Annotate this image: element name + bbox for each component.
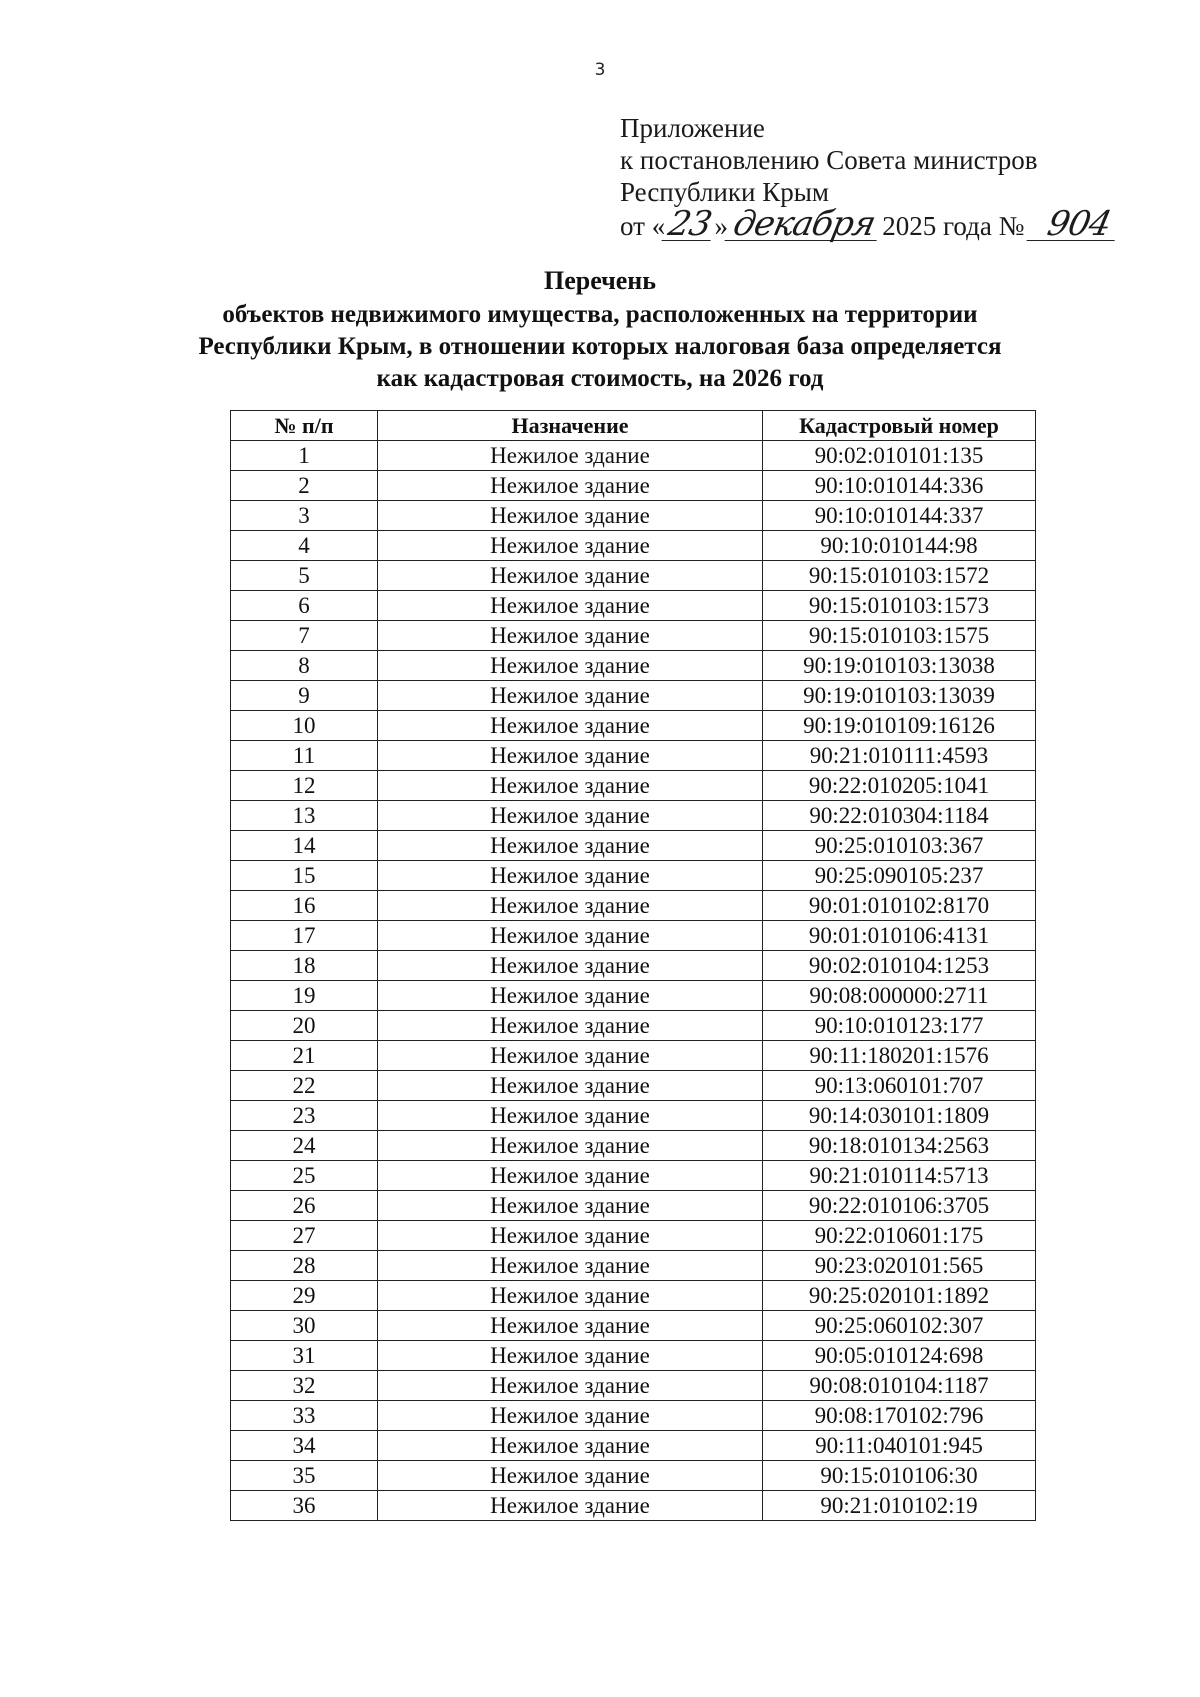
cell-cadastral-number: 90:25:010103:367 [763,831,1036,861]
cell-purpose: Нежилое здание [378,921,763,951]
cell-number: 12 [231,771,378,801]
cell-number: 27 [231,1221,378,1251]
cell-purpose: Нежилое здание [378,1341,763,1371]
cell-cadastral-number: 90:15:010106:30 [763,1461,1036,1491]
table-row [231,1491,1036,1521]
table-row [231,1221,1036,1251]
cell-number: 33 [231,1401,378,1431]
date-year: 2025 года № [882,211,1025,241]
cell-number: 25 [231,1161,378,1191]
cell-cadastral-number: 90:10:010144:98 [763,531,1036,561]
table-body [231,441,1036,1521]
cell-number: 5 [231,561,378,591]
cell-number: 22 [231,1071,378,1101]
cell-purpose: Нежилое здание [378,981,763,1011]
cell-number: 13 [231,801,378,831]
cell-cadastral-number: 90:22:010304:1184 [763,801,1036,831]
table-row [231,1401,1036,1431]
header-cadastral-number: Кадастровый номер [763,411,1036,441]
cell-cadastral-number: 90:25:020101:1892 [763,1281,1036,1311]
cell-number: 19 [231,981,378,1011]
cell-cadastral-number: 90:23:020101:565 [763,1251,1036,1281]
table-row [231,1281,1036,1311]
cell-purpose: Нежилое здание [378,741,763,771]
cell-purpose: Нежилое здание [378,561,763,591]
cell-purpose: Нежилое здание [378,1401,763,1431]
header-purpose: Назначение [378,411,763,441]
cell-number: 15 [231,861,378,891]
title-heading: Перечень [543,266,657,295]
title-line-1: объектов недвижимого имущества, расположенных на территории [222,301,978,328]
table-row [231,951,1036,981]
table-row [231,1251,1036,1281]
appendix-block [620,112,1118,242]
table-row [231,1131,1036,1161]
cell-number: 16 [231,891,378,921]
table-row [231,591,1036,621]
cell-number: 3 [231,501,378,531]
cell-purpose: Нежилое здание [378,471,763,501]
appendix-republic: Республики Крым [620,177,829,207]
table-row [231,921,1036,951]
cell-cadastral-number: 90:14:030101:1809 [763,1101,1036,1131]
cell-purpose: Нежилое здание [378,651,763,681]
table-row [231,681,1036,711]
cell-purpose: Нежилое здание [378,1011,763,1041]
cell-purpose: Нежилое здание [378,591,763,621]
cell-cadastral-number: 90:19:010109:16126 [763,711,1036,741]
cell-purpose: Нежилое здание [378,1311,763,1341]
table-row [231,1461,1036,1491]
cell-number: 29 [231,1281,378,1311]
cell-number: 9 [231,681,378,711]
title-line-2: Республики Крым, в отношении которых налоговая база определяется [198,333,1002,360]
cell-purpose: Нежилое здание [378,1281,763,1311]
cell-purpose: Нежилое здание [378,1041,763,1071]
cell-purpose: Нежилое здание [378,801,763,831]
cell-number: 36 [231,1491,378,1521]
cell-number: 28 [231,1251,378,1281]
cell-cadastral-number: 90:08:000000:2711 [763,981,1036,1011]
cell-cadastral-number: 90:02:010101:135 [763,441,1036,471]
cell-purpose: Нежилое здание [378,1191,763,1221]
cell-cadastral-number: 90:11:180201:1576 [763,1041,1036,1071]
cell-purpose: Нежилое здание [378,501,763,531]
cell-cadastral-number: 90:01:010102:8170 [763,891,1036,921]
cell-number: 17 [231,921,378,951]
cell-cadastral-number: 90:05:010124:698 [763,1341,1036,1371]
table-row [231,501,1036,531]
cell-cadastral-number: 90:10:010144:336 [763,471,1036,501]
cell-cadastral-number: 90:02:010104:1253 [763,951,1036,981]
cell-purpose: Нежилое здание [378,1071,763,1101]
table-row [231,741,1036,771]
table-row [231,471,1036,501]
cell-purpose: Нежилое здание [378,441,763,471]
cell-number: 1 [231,441,378,471]
cell-cadastral-number: 90:25:090105:237 [763,861,1036,891]
date-prefix: от « [620,211,666,241]
page-number: 3 [594,60,606,80]
cell-cadastral-number: 90:21:010111:4593 [763,741,1036,771]
appendix-date-line [620,204,1118,244]
cell-purpose: Нежилое здание [378,771,763,801]
cell-cadastral-number: 90:22:010106:3705 [763,1191,1036,1221]
table-row [231,1041,1036,1071]
cell-number: 23 [231,1101,378,1131]
table-row [231,711,1036,741]
table-row [231,981,1036,1011]
cell-purpose: Нежилое здание [378,681,763,711]
title-line-3: как кадастровая стоимость, на 2026 год [376,365,824,392]
appendix-title: Приложение [620,113,765,143]
cell-purpose: Нежилое здание [378,831,763,861]
table-row [231,1011,1036,1041]
table-row [231,771,1036,801]
table-row [231,1161,1036,1191]
cell-number: 2 [231,471,378,501]
property-table [230,410,1036,1521]
cell-number: 7 [231,621,378,651]
cell-cadastral-number: 90:18:010134:2563 [763,1131,1036,1161]
cell-number: 10 [231,711,378,741]
cell-purpose: Нежилое здание [378,1371,763,1401]
table-row [231,861,1036,891]
cell-number: 35 [231,1461,378,1491]
cell-purpose: Нежилое здание [378,1431,763,1461]
table-row [231,831,1036,861]
cell-purpose: Нежилое здание [378,711,763,741]
cell-number: 21 [231,1041,378,1071]
table-row [231,1071,1036,1101]
cell-cadastral-number: 90:22:010205:1041 [763,771,1036,801]
cell-cadastral-number: 90:22:010601:175 [763,1221,1036,1251]
handwritten-number: 904 [1027,208,1122,241]
table-row [231,1101,1036,1131]
cell-number: 18 [231,951,378,981]
cell-purpose: Нежилое здание [378,891,763,921]
cell-cadastral-number: 90:13:060101:707 [763,1071,1036,1101]
cell-purpose: Нежилое здание [378,1491,763,1521]
cell-cadastral-number: 90:10:010144:337 [763,501,1036,531]
cell-cadastral-number: 90:21:010114:5713 [763,1161,1036,1191]
cell-cadastral-number: 90:19:010103:13038 [763,651,1036,681]
date-quote-close: » [714,211,728,241]
cell-purpose: Нежилое здание [378,1461,763,1491]
table-row [231,1371,1036,1401]
table-row [231,801,1036,831]
cell-number: 6 [231,591,378,621]
table-row [231,891,1036,921]
cell-cadastral-number: 90:15:010103:1575 [763,621,1036,651]
cell-purpose: Нежилое здание [378,1101,763,1131]
table-row [231,651,1036,681]
cell-number: 26 [231,1191,378,1221]
cell-number: 8 [231,651,378,681]
cell-number: 24 [231,1131,378,1161]
table-row [231,1431,1036,1461]
cell-cadastral-number: 90:01:010106:4131 [763,921,1036,951]
handwritten-day: 23 [662,208,718,241]
cell-purpose: Нежилое здание [378,621,763,651]
table-row [231,621,1036,651]
cell-purpose: Нежилое здание [378,1251,763,1281]
cell-cadastral-number: 90:15:010103:1572 [763,561,1036,591]
cell-number: 14 [231,831,378,861]
table-row [231,1191,1036,1221]
cell-cadastral-number: 90:11:040101:945 [763,1431,1036,1461]
cell-cadastral-number: 90:08:010104:1187 [763,1371,1036,1401]
cell-number: 32 [231,1371,378,1401]
cell-number: 20 [231,1011,378,1041]
cell-purpose: Нежилое здание [378,861,763,891]
cell-purpose: Нежилое здание [378,1221,763,1251]
cell-number: 34 [231,1431,378,1461]
cell-cadastral-number: 90:25:060102:307 [763,1311,1036,1341]
cell-cadastral-number: 90:19:010103:13039 [763,681,1036,711]
cell-number: 4 [231,531,378,561]
table-row [231,1341,1036,1371]
cell-number: 31 [231,1341,378,1371]
cell-cadastral-number: 90:08:170102:796 [763,1401,1036,1431]
table-row [231,561,1036,591]
header-number: № п/п [231,411,378,441]
cell-number: 11 [231,741,378,771]
cell-purpose: Нежилое здание [378,531,763,561]
cell-purpose: Нежилое здание [378,951,763,981]
cell-cadastral-number: 90:21:010102:19 [763,1491,1036,1521]
cell-number: 30 [231,1311,378,1341]
table-row [231,531,1036,561]
document-title [0,265,1200,395]
cell-cadastral-number: 90:15:010103:1573 [763,591,1036,621]
cell-purpose: Нежилое здание [378,1161,763,1191]
cell-cadastral-number: 90:10:010123:177 [763,1011,1036,1041]
cell-purpose: Нежилое здание [378,1131,763,1161]
table-row [231,441,1036,471]
handwritten-month: декабря [724,208,883,241]
table-row [231,1311,1036,1341]
appendix-resolution: к постановлению Совета министров [620,145,1038,175]
table-header-row [231,411,1036,441]
